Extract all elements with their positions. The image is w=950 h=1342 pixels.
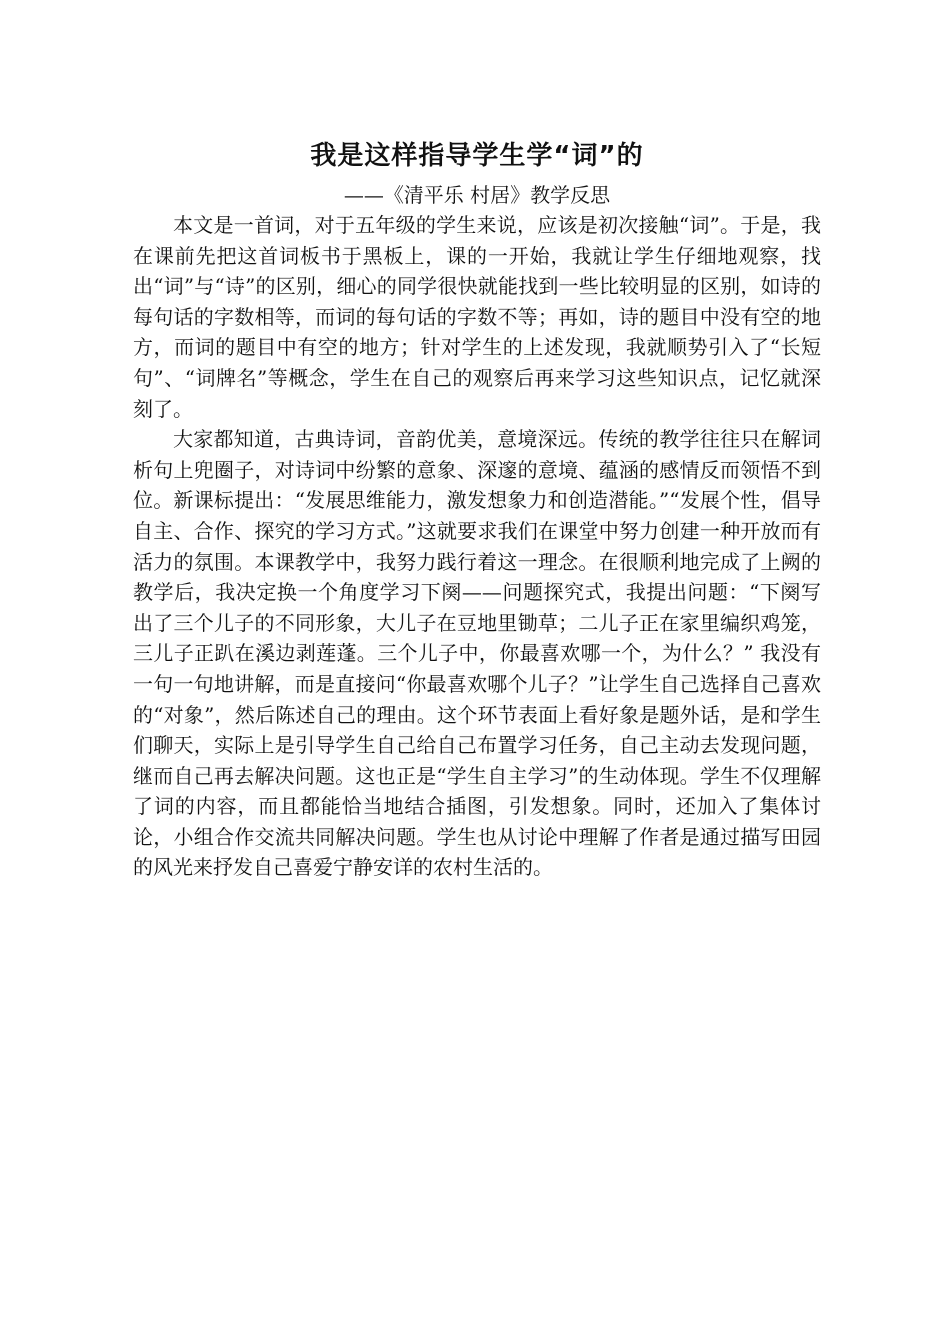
- document-title: 我是这样指导学生学“词”的: [310, 141, 644, 171]
- document-subtitle: ——《清平乐 村居》教学反思: [343, 183, 611, 207]
- paragraph-1: 本文是一首词，对于五年级的学生来说，应该是初次接触“词”。于是，我在课前先把这首词板书于黑板上，课的一开始，我就让学生仔细地观察，找出“词”与“诗”的区别，细心的同学很快就能找到一些比较明显的区别，如诗的每句话的字数相等，而词的每句话的字数不等；再如，诗的题目中没有空的地方，而词的题目中有空的地方；针对学生的上述发现，我就顺势引入了“长短句”、“词牌名”等概念，学生在自己的观察后再来学习这些知识点，记忆就深刻了。: [133, 213, 821, 421]
- document-body: [133, 136, 821, 883]
- paragraph-2: 大家都知道，古典诗词，音韵优美，意境深远。传统的教学往往只在解词析句上兜圈子，对诗词中纷繁的意象、深邃的意境、蕴涵的感情反而领悟不到位。新课标提出：“发展思维能力，激发想象力和创造潜能。”“发展个性，倡导自主、合作、探究的学习方式。”这就要求我们在课堂中努力创建一种开放而有活力的氛围。本课教学中，我努力践行着这一理念。在很顺利地完成了上阙的教学后，我决定换一个角度学习下阕——问题探究式，我提出问题：“下阕写出了三个儿子的不同形象，大儿子在豆地里锄草；二儿子正在家里编织鸡笼，三儿子正趴在溪边剥莲蓬。三个儿子中，你最喜欢哪一个，为什么？” 我没有一句一句地讲解，而是直接问“你最喜欢哪个儿子？”让学生自己选择自己喜欢的“对象”，然后陈述自己的理由。这个环节表面上看好象是题外话，是和学生们聊天，实际上是引导学生自己给自己布置学习任务，自己主动去发现问题，继而自己再去解决问题。这也正是“学生自主学习”的生动体现。学生不仅理解了词的内容，而且都能恰当地结合插图，引发想象。同时，还加入了集体讨论，小组合作交流共同解决问题。学生也从讨论中理解了作者是通过描写田园的风光来抒发自己喜爱宁静安详的农村生活的。: [133, 427, 821, 880]
